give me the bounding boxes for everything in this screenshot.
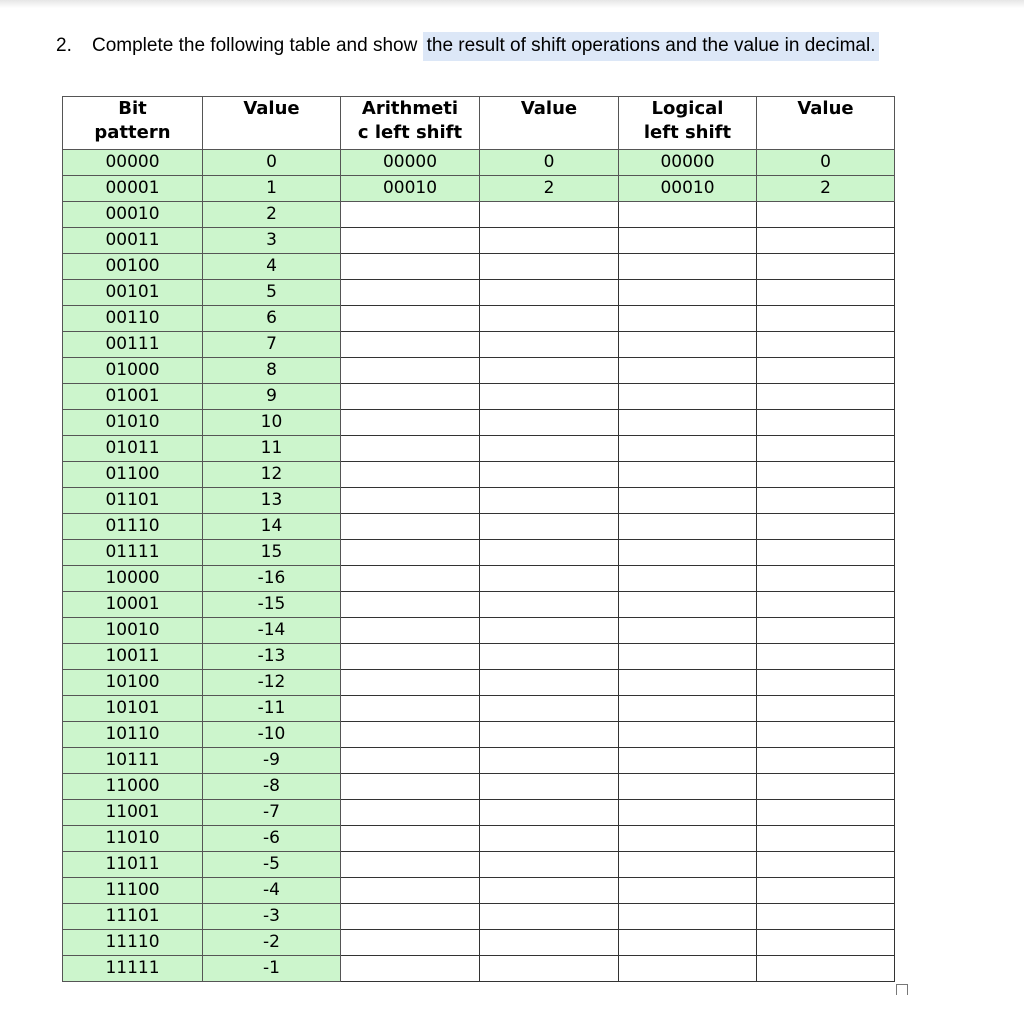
value-cell: 5: [203, 280, 341, 306]
logical-shift-cell[interactable]: [619, 514, 757, 540]
value-cell: -8: [203, 774, 341, 800]
logical-value-cell[interactable]: [757, 540, 895, 566]
table-row: [63, 358, 895, 384]
header-line: c left shift: [357, 122, 463, 143]
logical-value-cell[interactable]: [757, 436, 895, 462]
logical-shift-cell[interactable]: [619, 852, 757, 878]
bit-pattern-cell: 00110: [63, 306, 203, 332]
table-row: [63, 826, 895, 852]
value-cell: 8: [203, 358, 341, 384]
logical-value-cell[interactable]: [757, 644, 895, 670]
logical-shift-cell[interactable]: [619, 566, 757, 592]
arithmetic-shift-cell[interactable]: [341, 800, 480, 826]
bit-pattern-cell: 00011: [63, 228, 203, 254]
logical-value-cell[interactable]: [757, 566, 895, 592]
value-cell: 1: [203, 176, 341, 202]
arithmetic-value-cell[interactable]: [480, 878, 619, 904]
header-logical-value: [757, 97, 895, 150]
header-line: pattern: [94, 122, 171, 143]
arithmetic-shift-cell: 00000: [341, 150, 480, 176]
value-cell: 15: [203, 540, 341, 566]
header-line: Arithmeti: [361, 98, 459, 119]
logical-value-cell[interactable]: [757, 592, 895, 618]
arithmetic-shift-cell[interactable]: [341, 306, 480, 332]
table-row: [63, 254, 895, 280]
arithmetic-shift-cell[interactable]: [341, 410, 480, 436]
arithmetic-value-cell[interactable]: [480, 254, 619, 280]
logical-shift-cell[interactable]: [619, 332, 757, 358]
arithmetic-value-cell[interactable]: [480, 280, 619, 306]
bit-pattern-cell: 01010: [63, 410, 203, 436]
logical-shift-cell[interactable]: [619, 592, 757, 618]
value-cell: -14: [203, 618, 341, 644]
value-cell: -15: [203, 592, 341, 618]
bit-pattern-cell: 01111: [63, 540, 203, 566]
value-cell: 12: [203, 462, 341, 488]
arithmetic-shift-cell[interactable]: [341, 384, 480, 410]
bit-pattern-cell: 11000: [63, 774, 203, 800]
arithmetic-value-cell[interactable]: [480, 566, 619, 592]
header-line: Logical: [651, 98, 724, 119]
arithmetic-shift-cell[interactable]: [341, 696, 480, 722]
value-cell: -16: [203, 566, 341, 592]
arithmetic-shift-cell[interactable]: [341, 228, 480, 254]
arithmetic-shift-cell[interactable]: [341, 826, 480, 852]
arithmetic-shift-cell[interactable]: [341, 878, 480, 904]
logical-shift-cell[interactable]: [619, 410, 757, 436]
arithmetic-value-cell[interactable]: [480, 722, 619, 748]
table-row: [63, 176, 895, 202]
arithmetic-shift-cell[interactable]: [341, 462, 480, 488]
arithmetic-shift-cell[interactable]: [341, 618, 480, 644]
bit-pattern-cell: 00001: [63, 176, 203, 202]
table-row: [63, 306, 895, 332]
shift-operations-table: [62, 96, 895, 982]
value-cell: 4: [203, 254, 341, 280]
table-row: [63, 748, 895, 774]
logical-shift-cell[interactable]: [619, 202, 757, 228]
table-row: [63, 514, 895, 540]
header-logical-left-shift: [619, 97, 757, 150]
value-cell: 6: [203, 306, 341, 332]
arithmetic-shift-cell[interactable]: [341, 540, 480, 566]
arithmetic-shift-cell[interactable]: [341, 332, 480, 358]
logical-value-cell[interactable]: [757, 462, 895, 488]
arithmetic-shift-cell[interactable]: [341, 722, 480, 748]
value-cell: 9: [203, 384, 341, 410]
arithmetic-shift-cell[interactable]: [341, 644, 480, 670]
arithmetic-shift-cell[interactable]: [341, 852, 480, 878]
question-number: 2.: [56, 35, 72, 56]
table-row: [63, 670, 895, 696]
table-row: [63, 800, 895, 826]
arithmetic-value-cell[interactable]: [480, 228, 619, 254]
arithmetic-value-cell[interactable]: [480, 488, 619, 514]
logical-shift-cell[interactable]: [619, 358, 757, 384]
bit-pattern-cell: 11111: [63, 956, 203, 982]
value-cell: 14: [203, 514, 341, 540]
logical-shift-cell[interactable]: [619, 956, 757, 982]
bit-pattern-cell: 01011: [63, 436, 203, 462]
question-text: [56, 32, 879, 60]
arithmetic-value-cell[interactable]: [480, 514, 619, 540]
logical-value-cell[interactable]: [757, 722, 895, 748]
bit-pattern-cell: 11011: [63, 852, 203, 878]
arithmetic-shift-cell[interactable]: [341, 930, 480, 956]
arithmetic-value-cell[interactable]: [480, 540, 619, 566]
logical-value-cell[interactable]: [757, 306, 895, 332]
bit-pattern-cell: 01101: [63, 488, 203, 514]
logical-value-cell[interactable]: [757, 748, 895, 774]
value-cell: 11: [203, 436, 341, 462]
arithmetic-shift-cell[interactable]: [341, 514, 480, 540]
bit-pattern-cell: 01100: [63, 462, 203, 488]
table-row: [63, 280, 895, 306]
logical-shift-cell[interactable]: [619, 462, 757, 488]
table-row: [63, 878, 895, 904]
header-bit-pattern: [63, 97, 203, 150]
bit-pattern-cell: 11110: [63, 930, 203, 956]
arithmetic-shift-cell[interactable]: [341, 566, 480, 592]
bit-pattern-cell: 11101: [63, 904, 203, 930]
logical-value-cell: 2: [757, 176, 895, 202]
logical-shift-cell[interactable]: [619, 930, 757, 956]
arithmetic-value-cell[interactable]: [480, 410, 619, 436]
arithmetic-shift-cell[interactable]: [341, 748, 480, 774]
arithmetic-value-cell: 2: [480, 176, 619, 202]
bit-pattern-cell: 10101: [63, 696, 203, 722]
logical-value-cell[interactable]: [757, 618, 895, 644]
table-row: [63, 644, 895, 670]
logical-value-cell[interactable]: [757, 956, 895, 982]
logical-shift-cell[interactable]: [619, 670, 757, 696]
bit-pattern-cell: 00000: [63, 150, 203, 176]
arithmetic-shift-cell[interactable]: [341, 956, 480, 982]
table-body: [63, 150, 895, 982]
arithmetic-shift-cell[interactable]: [341, 358, 480, 384]
bit-pattern-cell: 10000: [63, 566, 203, 592]
arithmetic-value-cell[interactable]: [480, 592, 619, 618]
value-cell: 13: [203, 488, 341, 514]
logical-value-cell[interactable]: [757, 826, 895, 852]
bit-pattern-cell: 10011: [63, 644, 203, 670]
arithmetic-shift-cell[interactable]: [341, 202, 480, 228]
table-row: [63, 150, 895, 176]
arithmetic-value-cell[interactable]: [480, 826, 619, 852]
bit-pattern-cell: 11100: [63, 878, 203, 904]
logical-value-cell[interactable]: [757, 488, 895, 514]
arithmetic-shift-cell[interactable]: [341, 670, 480, 696]
table-row: [63, 774, 895, 800]
bit-pattern-cell: 01001: [63, 384, 203, 410]
table-row: [63, 436, 895, 462]
table-row: [63, 332, 895, 358]
logical-value-cell[interactable]: [757, 228, 895, 254]
logical-value-cell[interactable]: [757, 410, 895, 436]
table-row: [63, 566, 895, 592]
bit-pattern-cell: 01110: [63, 514, 203, 540]
value-cell: -1: [203, 956, 341, 982]
arithmetic-value-cell[interactable]: [480, 618, 619, 644]
table-row: [63, 852, 895, 878]
header-line: Bit: [118, 98, 147, 119]
table-row: [63, 722, 895, 748]
arithmetic-shift-cell[interactable]: [341, 904, 480, 930]
arithmetic-value-cell[interactable]: [480, 358, 619, 384]
logical-shift-cell[interactable]: [619, 904, 757, 930]
arithmetic-value-cell[interactable]: [480, 202, 619, 228]
logical-shift-cell[interactable]: [619, 280, 757, 306]
logical-shift-cell[interactable]: [619, 306, 757, 332]
value-cell: -7: [203, 800, 341, 826]
logical-shift-cell[interactable]: [619, 800, 757, 826]
value-cell: -3: [203, 904, 341, 930]
arithmetic-value-cell[interactable]: [480, 644, 619, 670]
arithmetic-value-cell[interactable]: [480, 852, 619, 878]
arithmetic-value-cell[interactable]: [480, 306, 619, 332]
table-row: [63, 410, 895, 436]
value-cell: -9: [203, 748, 341, 774]
logical-shift-cell[interactable]: [619, 488, 757, 514]
logical-shift-cell: 00010: [619, 176, 757, 202]
logical-shift-cell[interactable]: [619, 618, 757, 644]
arithmetic-value-cell[interactable]: [480, 462, 619, 488]
logical-shift-cell[interactable]: [619, 540, 757, 566]
logical-shift-cell[interactable]: [619, 748, 757, 774]
arithmetic-value-cell[interactable]: [480, 956, 619, 982]
logical-shift-cell[interactable]: [619, 228, 757, 254]
header-arith-value: [480, 97, 619, 150]
logical-shift-cell[interactable]: [619, 254, 757, 280]
arithmetic-value-cell[interactable]: [480, 774, 619, 800]
logical-value-cell[interactable]: [757, 514, 895, 540]
value-cell: 3: [203, 228, 341, 254]
bit-pattern-cell: 10100: [63, 670, 203, 696]
arithmetic-shift-cell[interactable]: [341, 254, 480, 280]
logical-value-cell[interactable]: [757, 696, 895, 722]
logical-value-cell[interactable]: [757, 202, 895, 228]
table-row: [63, 618, 895, 644]
header-value: [203, 97, 341, 150]
logical-shift-cell[interactable]: [619, 644, 757, 670]
top-shadow-bar: [0, 0, 1024, 8]
arithmetic-value-cell[interactable]: [480, 332, 619, 358]
logical-value-cell: 0: [757, 150, 895, 176]
table-row: [63, 462, 895, 488]
logical-value-cell[interactable]: [757, 904, 895, 930]
table-row: [63, 904, 895, 930]
logical-shift-cell[interactable]: [619, 878, 757, 904]
logical-value-cell[interactable]: [757, 280, 895, 306]
value-cell: -5: [203, 852, 341, 878]
header-line: left shift: [643, 122, 732, 143]
logical-shift-cell[interactable]: [619, 696, 757, 722]
table-row: [63, 592, 895, 618]
bit-pattern-cell: 00101: [63, 280, 203, 306]
arithmetic-shift-cell[interactable]: [341, 436, 480, 462]
value-cell: -10: [203, 722, 341, 748]
table-row: [63, 488, 895, 514]
logical-value-cell[interactable]: [757, 384, 895, 410]
table-row: [63, 202, 895, 228]
logical-value-cell[interactable]: [757, 852, 895, 878]
question-text-start: Complete the following table and show: [92, 35, 423, 56]
arithmetic-shift-cell[interactable]: [341, 280, 480, 306]
bit-pattern-cell: 11010: [63, 826, 203, 852]
arithmetic-value-cell[interactable]: [480, 384, 619, 410]
value-cell: -4: [203, 878, 341, 904]
arithmetic-value-cell: 0: [480, 150, 619, 176]
arithmetic-value-cell[interactable]: [480, 904, 619, 930]
logical-value-cell[interactable]: [757, 800, 895, 826]
logical-shift-cell[interactable]: [619, 774, 757, 800]
value-cell: 10: [203, 410, 341, 436]
arithmetic-shift-cell[interactable]: [341, 488, 480, 514]
logical-shift-cell[interactable]: [619, 826, 757, 852]
header-arithmetic-left-shift: [341, 97, 480, 150]
logical-value-cell[interactable]: [757, 774, 895, 800]
header-row: [63, 97, 895, 150]
value-cell: -2: [203, 930, 341, 956]
bit-pattern-cell: 00100: [63, 254, 203, 280]
arithmetic-shift-cell[interactable]: [341, 592, 480, 618]
arithmetic-shift-cell: 00010: [341, 176, 480, 202]
logical-value-cell[interactable]: [757, 254, 895, 280]
question-highlighted-text: the result of shift operations and the value in decimal.: [423, 32, 880, 61]
value-cell: 0: [203, 150, 341, 176]
bit-pattern-cell: 10010: [63, 618, 203, 644]
arithmetic-value-cell[interactable]: [480, 436, 619, 462]
page-corner-mark: [896, 984, 908, 995]
arithmetic-value-cell[interactable]: [480, 670, 619, 696]
value-cell: -6: [203, 826, 341, 852]
table-row: [63, 930, 895, 956]
value-cell: -11: [203, 696, 341, 722]
bit-pattern-cell: 10111: [63, 748, 203, 774]
table-row: [63, 956, 895, 982]
logical-value-cell[interactable]: [757, 358, 895, 384]
logical-shift-cell: 00000: [619, 150, 757, 176]
arithmetic-value-cell[interactable]: [480, 696, 619, 722]
logical-shift-cell[interactable]: [619, 384, 757, 410]
table-row: [63, 228, 895, 254]
logical-shift-cell[interactable]: [619, 436, 757, 462]
value-cell: -13: [203, 644, 341, 670]
value-cell: 7: [203, 332, 341, 358]
arithmetic-shift-cell[interactable]: [341, 774, 480, 800]
header-line: Value: [520, 98, 578, 119]
bit-pattern-cell: 11001: [63, 800, 203, 826]
table-row: [63, 696, 895, 722]
logical-value-cell[interactable]: [757, 930, 895, 956]
bit-pattern-cell: 10110: [63, 722, 203, 748]
arithmetic-value-cell[interactable]: [480, 930, 619, 956]
table-row: [63, 540, 895, 566]
bit-pattern-cell: 10001: [63, 592, 203, 618]
logical-shift-cell[interactable]: [619, 722, 757, 748]
logical-value-cell[interactable]: [757, 332, 895, 358]
value-cell: 2: [203, 202, 341, 228]
table-row: [63, 384, 895, 410]
arithmetic-value-cell[interactable]: [480, 800, 619, 826]
arithmetic-value-cell[interactable]: [480, 748, 619, 774]
header-line: Value: [243, 98, 300, 119]
logical-value-cell[interactable]: [757, 670, 895, 696]
logical-value-cell[interactable]: [757, 878, 895, 904]
header-line: Value: [797, 98, 854, 119]
bit-pattern-cell: 00010: [63, 202, 203, 228]
value-cell: -12: [203, 670, 341, 696]
bit-pattern-cell: 00111: [63, 332, 203, 358]
bit-pattern-cell: 01000: [63, 358, 203, 384]
